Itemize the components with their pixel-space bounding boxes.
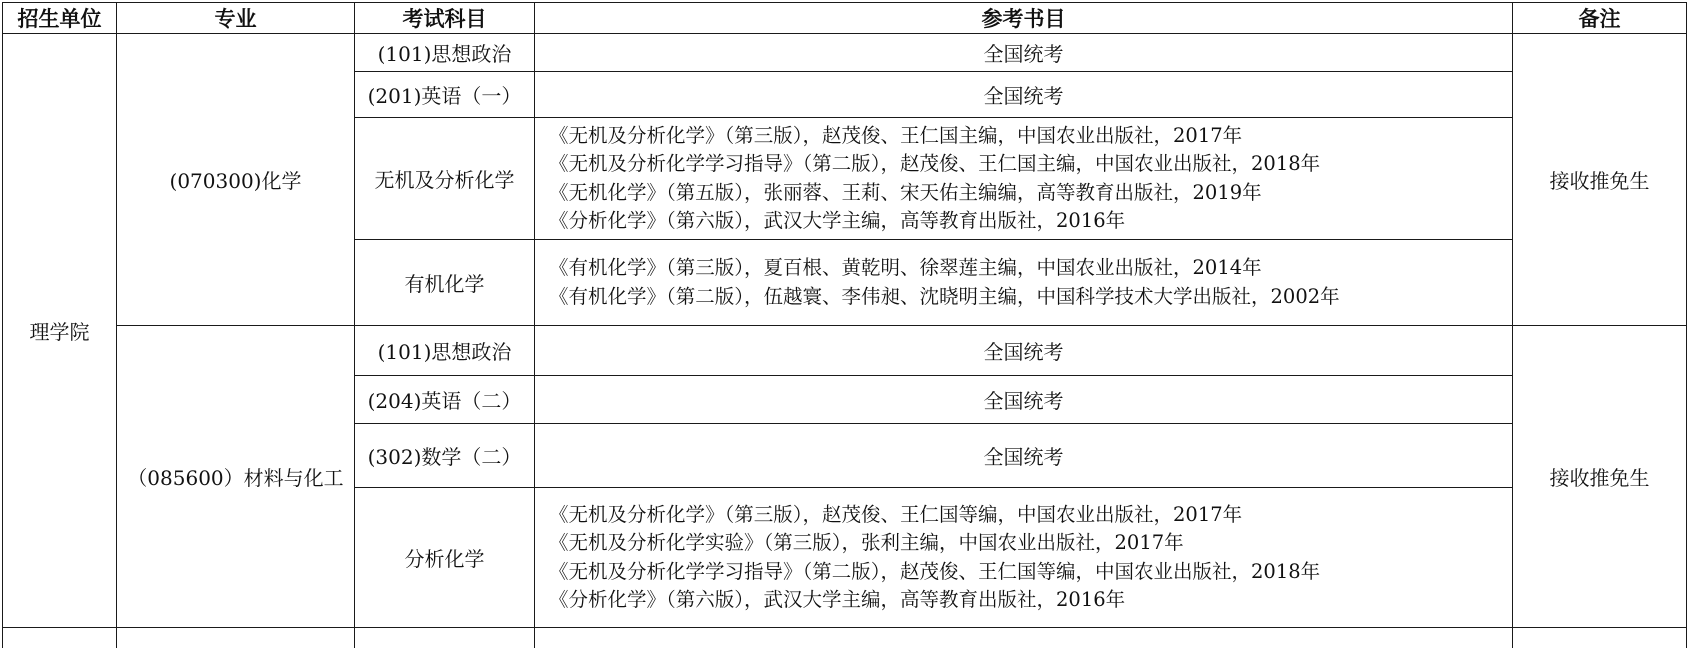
major-cell: （085600）材料与化工 bbox=[117, 326, 355, 628]
book-line: 《无机及分析化学学习指导》（第二版），赵茂俊、王仁国主编，中国农业出版社，2018年 bbox=[549, 150, 1512, 179]
book-line: 《分析化学》（第六版），武汉大学主编，高等教育出版社，2016年 bbox=[549, 586, 1512, 615]
books-cell: 全国统考 bbox=[535, 424, 1513, 488]
header-subject: 考试科目 bbox=[355, 3, 535, 34]
header-major: 专业 bbox=[117, 3, 355, 34]
note-cell: 接收推免生 bbox=[1513, 34, 1687, 326]
major-cell: (070300)化学 bbox=[117, 34, 355, 326]
subject-cell: 有机化学 bbox=[355, 240, 535, 326]
books-cell: 全国统考 bbox=[535, 34, 1513, 72]
book-line: 《有机化学》（第二版），伍越寰、李伟昶、沈晓明主编，中国科学技术大学出版社，2002年 bbox=[549, 283, 1512, 312]
empty-cell bbox=[535, 628, 1513, 648]
book-line: 《分析化学》（第六版），武汉大学主编，高等教育出版社，2016年 bbox=[549, 207, 1512, 236]
subject-cell: (101)思想政治 bbox=[355, 326, 535, 376]
header-row bbox=[3, 3, 1687, 34]
book-line: 《无机及分析化学实验》（第三版），张利主编，中国农业出版社，2017年 bbox=[549, 529, 1512, 558]
books-cell: 全国统考 bbox=[535, 72, 1513, 118]
books-cell bbox=[535, 240, 1513, 326]
subject-cell: 分析化学 bbox=[355, 488, 535, 628]
book-line: 《无机及分析化学》（第三版），赵茂俊、王仁国等编，中国农业出版社，2017年 bbox=[549, 501, 1512, 530]
empty-cell bbox=[3, 628, 117, 648]
book-line: 《无机及分析化学》（第三版），赵茂俊、王仁国主编，中国农业出版社，2017年 bbox=[549, 122, 1512, 151]
note-cell: 接收推免生 bbox=[1513, 326, 1687, 628]
book-line: 《有机化学》（第三版），夏百根、黄乾明、徐翠莲主编，中国农业出版社，2014年 bbox=[549, 254, 1512, 283]
header-books: 参考书目 bbox=[535, 3, 1513, 34]
book-line: 《无机及分析化学学习指导》（第二版），赵茂俊、王仁国等编，中国农业出版社，2018年 bbox=[549, 558, 1512, 587]
unit-cell: 理学院 bbox=[3, 34, 117, 628]
table-row bbox=[3, 34, 1687, 72]
subject-cell: (201)英语（一） bbox=[355, 72, 535, 118]
subject-cell: (101)思想政治 bbox=[355, 34, 535, 72]
table-row bbox=[3, 326, 1687, 376]
subject-cell: 无机及分析化学 bbox=[355, 118, 535, 240]
header-note: 备注 bbox=[1513, 3, 1687, 34]
empty-cell bbox=[1513, 628, 1687, 648]
empty-cell bbox=[355, 628, 535, 648]
subject-cell: (302)数学（二） bbox=[355, 424, 535, 488]
books-cell: 全国统考 bbox=[535, 376, 1513, 424]
syllabus-table bbox=[2, 2, 1687, 648]
books-cell: 全国统考 bbox=[535, 326, 1513, 376]
books-cell bbox=[535, 488, 1513, 628]
subject-cell: (204)英语（二） bbox=[355, 376, 535, 424]
book-line: 《无机化学》（第五版），张丽蓉、王莉、宋天佑主编编，高等教育出版社，2019年 bbox=[549, 179, 1512, 208]
books-cell bbox=[535, 118, 1513, 240]
empty-cell bbox=[117, 628, 355, 648]
header-unit: 招生单位 bbox=[3, 3, 117, 34]
table-row-partial bbox=[3, 628, 1687, 648]
